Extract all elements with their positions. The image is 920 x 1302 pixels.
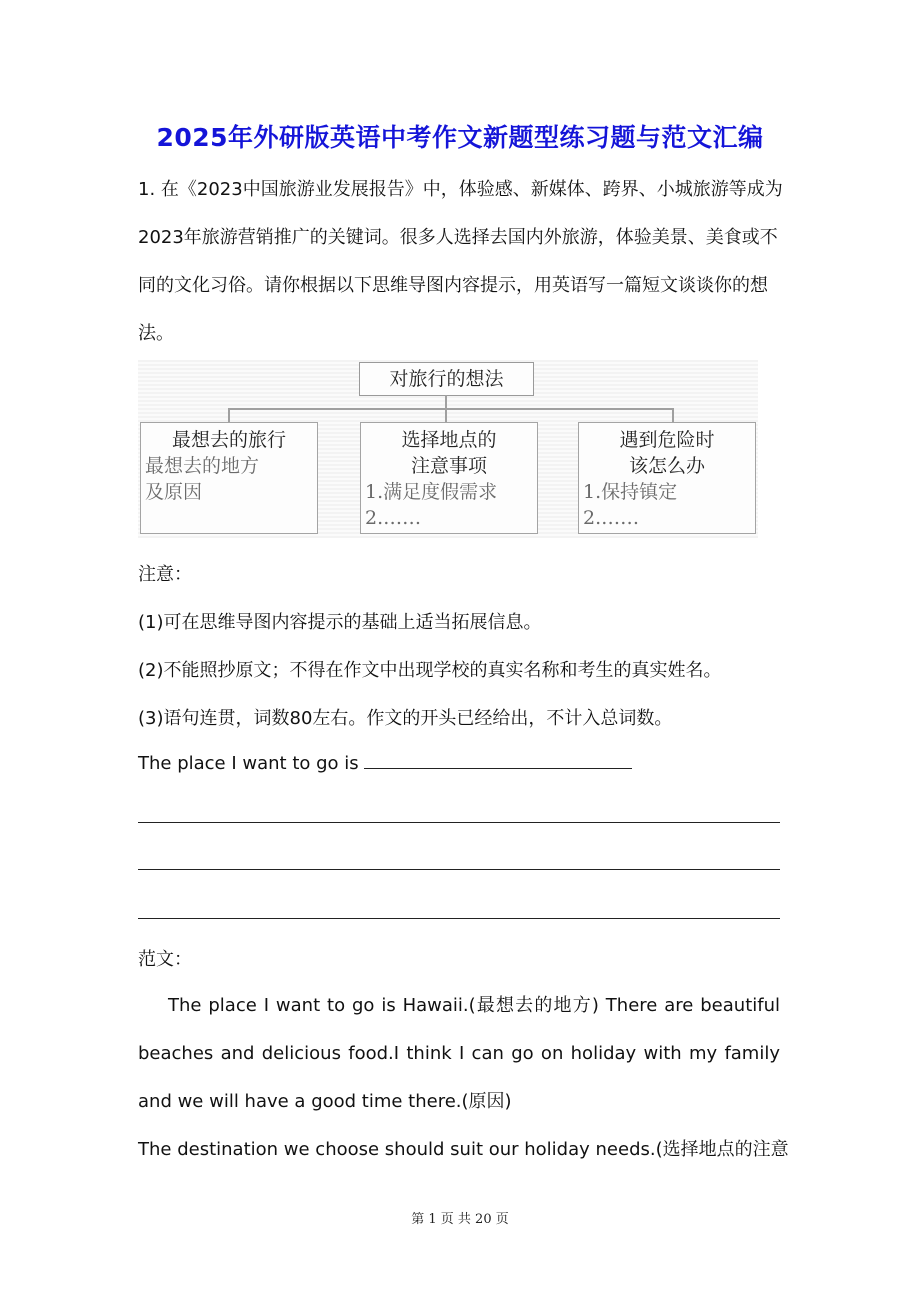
branch-line: 2.…… xyxy=(365,507,422,529)
answer-line[interactable] xyxy=(138,918,780,919)
note-item: (3)语句连贯，词数80左右。作文的开头已经给出，不计入总词数。 xyxy=(138,708,673,729)
connector-bar xyxy=(228,408,673,410)
branch-heading: 遇到危险时 该怎么办 xyxy=(619,429,715,477)
question-text: 1. 在《2023中国旅游业发展报告》中，体验感、新媒体、跨界、小城旅游等成为2023年旅游营销推广的关键词。很多人选择去国内外旅游，体验美景、美食或不同的文化习俗。请你根据以下思维导图内容提示，用英语写一篇短文谈谈你的想法。 xyxy=(138,179,783,344)
answer-blank[interactable] xyxy=(364,752,632,769)
branch-line: 及原因 xyxy=(145,481,203,503)
sample-paragraph: The destination we choose should suit our holiday needs.(选择地点的注意 xyxy=(138,1139,789,1160)
mind-map-branch xyxy=(360,422,538,534)
mind-map-branch xyxy=(578,422,756,534)
connector-right xyxy=(672,408,674,422)
answer-line[interactable] xyxy=(138,822,780,823)
branch-line: 2.…… xyxy=(583,507,640,529)
note-item: (2)不能照抄原文；不得在作文中出现学校的真实名称和考生的真实姓名。 xyxy=(138,660,722,681)
mind-map-branch xyxy=(140,422,318,534)
prompt-start: The place I want to go is xyxy=(138,753,359,774)
answer-line[interactable] xyxy=(138,869,780,870)
writing-prompt xyxy=(138,752,632,774)
mind-map xyxy=(138,360,758,538)
sample-paragraph: The place I want to go is Hawaii.(最想去的地方) There are beautiful beaches and delicious food.I think I can go on holiday with my family and we will have a good time there.(原因) xyxy=(138,995,780,1112)
branch-line: 最想去的地方 xyxy=(145,455,260,477)
notes-label: 注意： xyxy=(138,564,192,585)
connector-stem xyxy=(445,395,447,409)
branch-line: 1.满足度假需求 xyxy=(365,481,498,503)
sample-label: 范文： xyxy=(138,949,192,970)
branch-heading: 选择地点的 注意事项 xyxy=(401,429,497,477)
branch-line: 1.保持镇定 xyxy=(583,481,678,503)
sample-essay xyxy=(138,982,789,1174)
page-title: 2025年外研版英语中考作文新题型练习题与范文汇编 xyxy=(156,123,764,152)
page-footer: 第 1 页 共 20 页 xyxy=(411,1212,509,1227)
branch-heading: 最想去的旅行 xyxy=(171,429,286,451)
mind-map-root: 对旅行的想法 xyxy=(359,362,534,396)
connector-left xyxy=(228,408,230,422)
connector-middle xyxy=(445,408,447,422)
note-item: (1)可在思维导图内容提示的基础上适当拓展信息。 xyxy=(138,612,542,633)
